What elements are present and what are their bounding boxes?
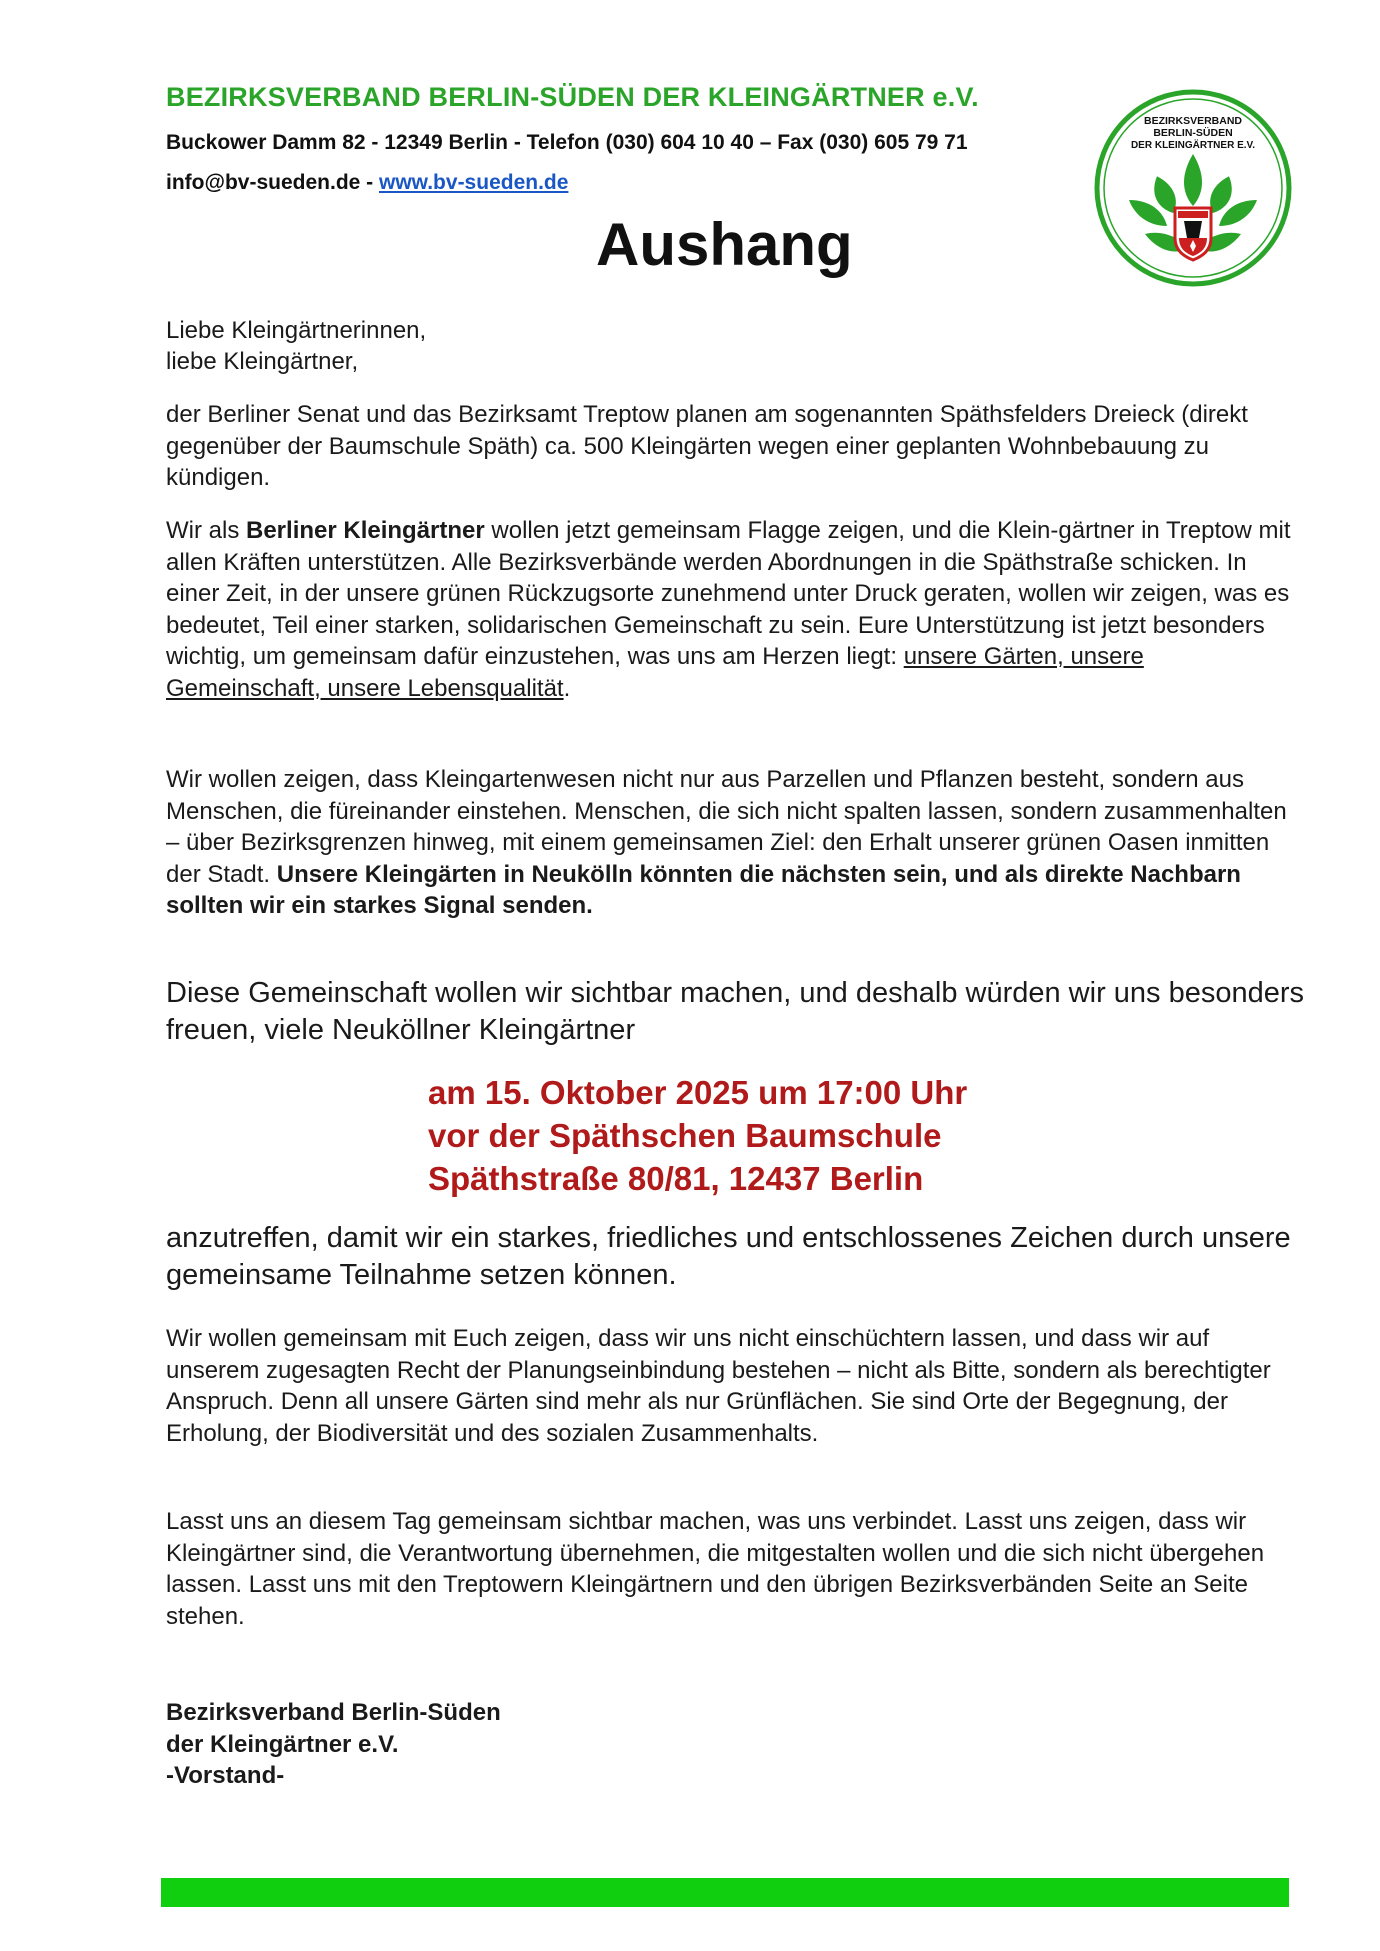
invitation-closing: anzutreffen, damit wir ein starkes, friedliches und entschlossenes Zeichen durch unsere gemeinsame Teilnahme setzen können. xyxy=(166,1222,1291,1291)
contact-line xyxy=(166,171,568,195)
signature-line2: der Kleingärtner e.V. xyxy=(166,1730,399,1758)
document-title: Aushang xyxy=(596,211,853,278)
logo-text-line2: BERLIN-SÜDEN xyxy=(1153,127,1233,139)
paragraph-3-bold: Unsere Kleingärten in Neukölln könnten die nächsten sein, und als direkte Nachbarn sollten wir ein starkes Signal senden. xyxy=(166,860,1241,919)
association-logo xyxy=(1093,88,1293,288)
email-text: info@bv-sueden.de xyxy=(166,171,361,194)
paragraph-2-part-a: Wir als xyxy=(166,517,246,544)
organization-name: BEZIRKSVERBAND BERLIN-SÜDEN DER KLEINGÄRTNER e.V. xyxy=(166,82,979,112)
greeting xyxy=(166,315,426,377)
invitation-lead: Diese Gemeinschaft wollen wir sichtbar machen, und deshalb würden wir uns besonders freuen, viele Neuköllner Kleingärtner xyxy=(166,977,1305,1046)
logo-text-line3: DER KLEINGÄRTNER E.V. xyxy=(1130,140,1256,151)
address-line: Buckower Damm 82 - 12349 Berlin - Telefon (030) 604 10 40 – Fax (030) 605 79 71 xyxy=(166,131,968,154)
signature-line1: Bezirksverband Berlin-Süden xyxy=(166,1699,501,1726)
paragraph-6: Wir wollen gemeinsam mit Euch zeigen, dass wir uns nicht einschüchtern lassen, und dass wir auf unserem zugesagten Recht der Planungseinbindung bestehen – nicht als Bitte, sondern als berechtigter Anspruch. Denn all unsere Gärten sind mehr als nur Grünflächen. Sie sind Orte der Begegnung, der Erholung, der Biodiversität und des sozialen Zusammenhalts. xyxy=(166,1325,1271,1447)
paragraph-2-part-c: wollen jetzt gemeinsam Flagge zeigen, und die Klein-gärtner in Treptow mit allen Kräften unterstützen. Alle Bezirksverbände werden Abordnungen in die Späthstraße schicken. In einer Zeit, in der unsere grünen Rückzugsorte zunehmend unter Druck geraten, wollen wir zeigen, was es bedeutet, Teil einer starken, solidarischen Gemeinschaft zu sein. Eure Unterstützung ist jetzt besonders wichtig, um gemeinsam dafür einzustehen, was uns am Herzen liegt: xyxy=(166,517,1291,670)
event-date: am 15. Oktober 2025 um 17:00 Uhr xyxy=(428,1074,968,1111)
paragraph-1: der Berliner Senat und das Bezirksamt Treptow planen am sogenannten Späthsfelders Dreieck (direkt gegenüber der Baumschule Späth) ca. 500 Kleingärten wegen einer geplanten Wohnbebauung zu kündigen. xyxy=(166,401,1248,491)
contact-separator: - xyxy=(360,171,379,194)
greeting-line2: liebe Kleingärtner, xyxy=(166,348,359,375)
paragraph-2-bold: Berliner Kleingärtner xyxy=(246,517,485,544)
paragraph-3 xyxy=(166,764,1296,922)
paragraph-3-part-a: Wir wollen zeigen, dass Kleingartenwesen nicht nur aus Parzellen und Pflanzen besteht, sondern aus Menschen, die füreinander einstehen. Menschen, die sich nicht spalten lassen, sondern zusammenhalten – über Bezirksgrenzen hinweg, mit einem gemeinsamen Ziel: den Erhalt unserer grünen Oasen inmitten der Stadt. xyxy=(166,766,1287,888)
paragraph-2 xyxy=(166,515,1296,704)
paragraph-2-underlined: unsere Gärten, unsere Gemeinschaft, unsere Lebensqualität xyxy=(166,643,1144,702)
paragraph-2-part-e: . xyxy=(563,674,571,702)
event-address: Späthstraße 80/81, 12437 Berlin xyxy=(428,1160,924,1197)
signature-line3: -Vorstand- xyxy=(166,1762,285,1789)
signature-block xyxy=(166,1697,501,1792)
berlin-shield-icon xyxy=(1175,208,1211,260)
logo-text-line1: BEZIRKSVERBAND xyxy=(1143,115,1243,127)
paragraph-7: Lasst uns an diesem Tag gemeinsam sichtbar machen, was uns verbindet. Lasst uns zeigen, dass wir Kleingärtner sind, die Verantwortung übernehmen, die mitgestalten wollen und die sich nicht übergehen lassen. Lasst uns mit den Treptowern Kleingärtnern und den übrigen Bezirksverbänden Seite an Seite stehen. xyxy=(166,1508,1265,1630)
greeting-line1: Liebe Kleingärtnerinnen, xyxy=(166,317,427,344)
footer-bar xyxy=(161,1878,1289,1907)
website-link[interactable]: www.bv-sueden.de xyxy=(379,171,569,194)
event-place: vor der Späthschen Baumschule xyxy=(428,1117,942,1154)
event-details xyxy=(428,1071,967,1200)
